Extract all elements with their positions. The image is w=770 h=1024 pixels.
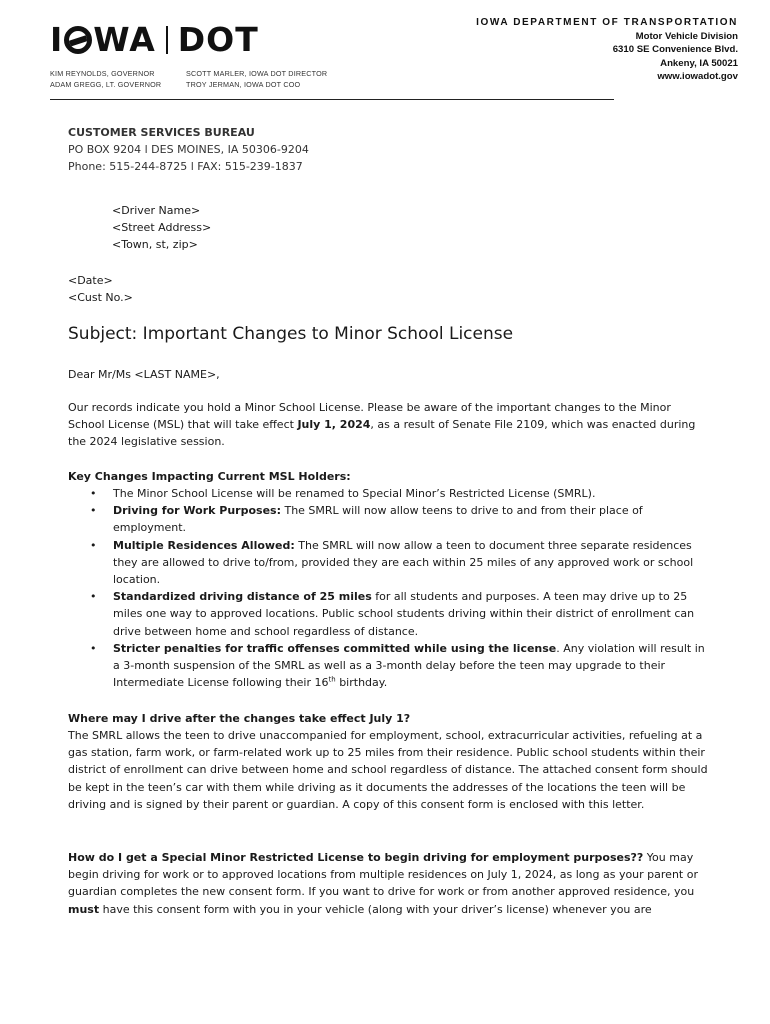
bullet-bold: Standardized driving distance of 25 miles xyxy=(113,590,372,604)
bullet-bold: Stricter penalties for traffic offenses committed while using the license xyxy=(113,641,557,655)
letter-date: <Date> xyxy=(68,274,113,287)
officials-governor xyxy=(50,68,161,90)
intro-text-a: Our records indicate you hold a Minor School License. Please be aware of the important changes to the Minor School License (MSL) that will take effect xyxy=(68,401,671,432)
officials-dot xyxy=(186,68,327,90)
list-item xyxy=(68,502,708,536)
agency-street: 6310 SE Convenience Blvd. xyxy=(612,44,738,55)
governor-name: KIM REYNOLDS, GOVERNOR xyxy=(50,69,155,78)
employment-must: must xyxy=(68,902,100,916)
list-item xyxy=(68,588,708,640)
employment-text-b: have this consent form with you in your vehicle (along with your driver’s license) whenever you are xyxy=(99,902,652,916)
bureau-phone-fax: Phone: 515-244-8725 l FAX: 515-239-1837 xyxy=(68,160,303,174)
bureau-po-box: PO BOX 9204 l DES MOINES, IA 50306-9204 xyxy=(68,143,309,157)
logo-o-mark-icon xyxy=(64,26,92,54)
bullet-text: for all students and purposes. A teen may drive up to 25 miles one way to approved locations. Public school students driving within their district of enrollment can drive between home and school regardless of distance. xyxy=(113,590,695,638)
bullet-bold: Driving for Work Purposes: xyxy=(113,504,281,518)
bullet-bold: Multiple Residences Allowed: xyxy=(113,538,295,552)
list-item xyxy=(68,485,708,502)
where-drive-heading: Where may I drive after the changes take effect July 1? xyxy=(68,712,411,725)
logo-letter-i: I xyxy=(50,20,64,59)
logo-divider xyxy=(166,26,168,54)
header-rule xyxy=(50,99,614,100)
bullet-text: The Minor School License will be renamed to Special Minor’s Restricted License (SMRL). xyxy=(113,487,596,500)
list-item xyxy=(68,537,708,589)
bullet-text: The SMRL will now allow a teen to document three separate residences they are allowed to drive to/from, provided they are each within 25 miles of any approved work or school location. xyxy=(113,538,694,587)
bullet-tail: birthday. xyxy=(335,676,388,690)
logo-letters-wa: WA xyxy=(93,20,156,59)
key-changes-heading: Key Changes Impacting Current MSL Holders: xyxy=(68,470,351,483)
subject-line: Subject: Important Changes to Minor School License xyxy=(68,324,514,344)
employment-question: How do I get a Special Minor Restricted License to begin driving for employment purposes?? xyxy=(68,851,644,864)
intro-text-b: , as a result of Senate File 2109, which was enacted during the 2024 legislative session. xyxy=(68,418,696,449)
agency-division: Motor Vehicle Division xyxy=(635,30,738,42)
bullet-superscript: th xyxy=(328,675,336,684)
bullet-text: . Any violation will result in a 3-month suspension of the SMRL as well as a 3-month delay before the teen may upgrade to their Intermediate License following their 16 xyxy=(113,641,705,690)
recipient-name: <Driver Name> xyxy=(112,204,201,217)
key-changes-list xyxy=(68,485,708,691)
employment-paragraph xyxy=(68,849,708,918)
recipient-street: <Street Address> xyxy=(112,221,212,235)
agency-website[interactable]: www.iowadot.gov xyxy=(657,71,738,82)
where-drive-paragraph: The SMRL allows the teen to drive unaccompanied for employment, school, extracurricular activities, refueling at a gas station, farm work, or farm-related work up to 25 miles from their residence. Public school students within their district of enrollment can drive between home and school regardless of distance. The attached consent form should be kept in the teen’s car with them while driving as it documents the addresses of the locations the teen will be driving and is signed by their parent or guardian. A copy of this consent form is enclosed with this letter. xyxy=(68,729,708,811)
bureau-block xyxy=(68,124,309,176)
recipient-town: <Town, st, zip> xyxy=(112,238,198,252)
dot-director-name: SCOTT MARLER, IOWA DOT DIRECTOR xyxy=(186,69,328,78)
agency-address xyxy=(476,16,738,84)
intro-paragraph xyxy=(68,399,708,451)
customer-number: <Cust No.> xyxy=(68,291,133,305)
recipient-address xyxy=(112,202,211,254)
agency-name: IOWA DEPARTMENT OF TRANSPORTATION xyxy=(476,17,738,28)
greeting: Dear Mr/Ms <LAST NAME>, xyxy=(68,368,220,381)
list-item xyxy=(68,640,708,692)
logo-dot: DOT xyxy=(177,20,259,59)
employment-text-a: You may begin driving for work or to approved locations from multiple residences on July 1, 2024, as long as your parent or guardian completes the new consent form. If you want to drive for work or from another approved residence, you xyxy=(68,851,698,899)
dot-coo-name: TROY JERMAN, IOWA DOT COO xyxy=(186,80,301,89)
bureau-title: CUSTOMER SERVICES BUREAU xyxy=(68,126,255,139)
lt-governor-name: ADAM GREGG, LT. GOVERNOR xyxy=(50,80,162,89)
agency-city: Ankeny, IA 50021 xyxy=(660,57,738,69)
effective-date: July 1, 2024 xyxy=(297,418,371,432)
date-block xyxy=(68,272,133,306)
bullet-text: The SMRL will now allow teens to drive to and from their place of employment. xyxy=(113,504,643,535)
iowa-dot-logo xyxy=(50,22,259,58)
